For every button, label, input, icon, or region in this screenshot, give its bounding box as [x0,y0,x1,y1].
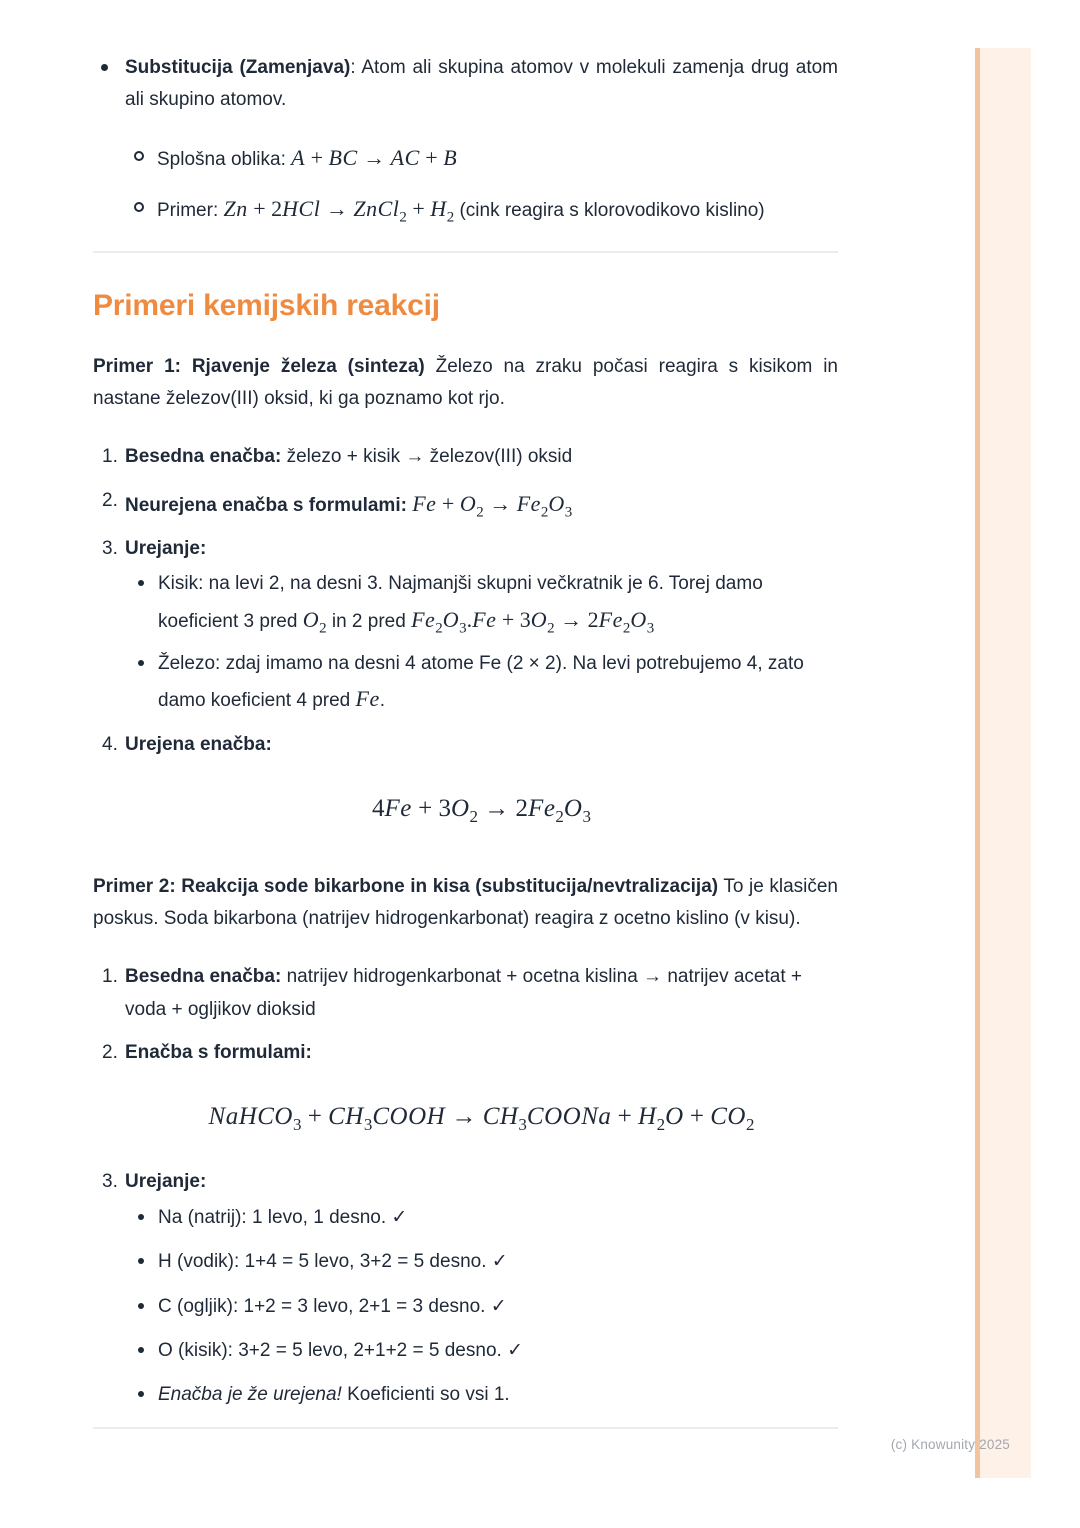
bullet-marker [138,1303,144,1309]
inline-formula: Fe [355,686,380,712]
step-text: natrijev hidrogenkarbonat + ocetna kislina → natrijev acetat + voda + ogljikov dioksid [125,966,802,1020]
step-item [93,1037,838,1139]
inline-formula: $O_2$ [302,606,327,637]
step-item [93,533,838,718]
step-number: 4. [102,733,118,755]
section-divider [93,251,838,253]
inline-formula: $Fe_2O_3.Fe + 3O_2 \to 2Fe_2O_3$ [411,606,655,637]
step-number: 2. [102,489,118,511]
section-heading: Primeri kemijskih reakcij [93,289,440,323]
primer2-steps [93,961,838,1411]
step-number: 1. [102,446,118,468]
circle-bullet-marker [134,202,144,212]
step-text: železo + kisik → železov(III) oksid [281,446,573,468]
general-form-formula: A + BC → AC + B [291,144,458,170]
copyright-notice: (c) Knowunity 2025 [890,1437,1010,1452]
step-number: 3. [102,1170,118,1192]
primer2-intro [93,871,838,936]
primer2-intro-bold: Primer 2: Reakcija sode bikarbone in kisa (substitucija/nevtralizacija) [93,875,719,897]
step-number: 3. [102,538,118,560]
step-label: Neurejena enačba s formulami: [125,494,413,516]
step-label: Urejanje: [125,1170,207,1192]
balance-conclusion-text: Koeficienti so vsi 1. [341,1384,510,1406]
step-label: Besedna enačba: [125,446,282,468]
circle-bullet-marker [134,151,144,161]
substitution-term: Substitucija (Zamenjava) [125,57,351,78]
balance-conclusion-item [125,1379,838,1411]
step-item [93,961,838,1026]
general-form-item [125,139,838,176]
step-formula: $Fe + O_2 \to Fe_2O_3$ [412,490,573,521]
bullet-marker [138,1347,144,1353]
general-form-label: Splošna oblika: [157,148,292,170]
substitution-item [93,52,838,227]
substitution-sublist [125,139,838,228]
substitution-definition-text: : Atom ali skupina atomov v molekuli zamenja drug atom ali skupino atomov. [125,57,838,111]
primer2-intro-text: To je klasičen poskus. Soda bikarbona (natrijev hidrogenkarbonat) reagira z ocetno kislino (v kisu). [93,875,838,929]
primer1-intro-text: Železo na zraku počasi reagira s kisikom in nastane železov(III) oksid, ki ga poznamo kot rjo. [93,355,838,410]
balance-check-item [125,1291,838,1323]
bottom-divider [93,1427,838,1429]
balancing-text: Kisik: na levi 2, na desni 3. Najmanjši skupni večkratnik je 6. Torej damo koeficient 3 pred [158,573,763,632]
bullet-marker [138,1214,144,1220]
example-formula: Zn + 2HCl → ZnCl$_2$ + $H_2$ [223,195,455,226]
balance-check-item [125,1335,838,1367]
display-equation: NaHCO$_3$ + $CH_3COOH$ → $CH_3COONa + H_2O + CO_2$ [208,1103,755,1135]
step-item [93,485,838,522]
balance-check-text: C (ogljik): 1+2 = 3 levo, 2+1 = 3 desno. ✓ [158,1295,507,1317]
example-label: Primer: [157,199,224,221]
bullet-marker [138,1258,144,1264]
balance-check-item [125,1202,838,1234]
step-number: 2. [102,1041,118,1063]
step-item [93,729,838,831]
balancing-text: . [379,690,385,712]
balancing-list [125,568,838,717]
balancing-text: Železo: zdaj imamo na desni 4 atome Fe (2 × 2). Na levi potrebujemo 4, zato damo koeficient 4 pred [158,653,804,712]
balance-check-text: O (kisik): 3+2 = 5 levo, 2+1+2 = 5 desno. ✓ [158,1339,523,1361]
step-item [93,441,838,473]
primer1-intro [93,351,838,416]
step-label: Besedna enačba: [125,966,282,988]
balance-check-list [125,1202,838,1411]
step-label: Urejanje: [125,538,207,560]
balancing-text: in 2 pred [326,610,412,632]
primer1-steps [93,441,838,830]
step-label: Urejena enačba: [125,733,272,755]
substitution-definition [125,52,838,117]
bullet-marker [138,580,144,586]
step-label: Enačba s formulami: [125,1041,312,1063]
example-note: (cink reagira s klorovodikovo kislino) [454,199,765,221]
balancing-item-oxygen [125,568,838,638]
balancing-item-iron [125,648,838,718]
balance-check-item [125,1246,838,1278]
bullet-marker [138,1391,144,1397]
balance-check-text: H (vodik): 1+4 = 5 levo, 3+2 = 5 desno. ✓ [158,1251,508,1273]
primer1-intro-bold: Primer 1: Rjavenje železa (sinteza) [93,355,425,377]
step-number: 1. [102,966,118,988]
bullet-marker [138,660,144,666]
example-item [125,190,838,227]
balance-check-text: Na (natrij): 1 levo, 1 desno. ✓ [158,1206,408,1228]
balance-conclusion-italic: Enačba je že urejena! [158,1384,342,1406]
bullet-marker [101,64,108,71]
substitution-list [93,52,838,227]
step-item [93,1166,838,1412]
display-equation: $4Fe + 3O_2 \to 2Fe_2O_3$ [372,795,591,827]
